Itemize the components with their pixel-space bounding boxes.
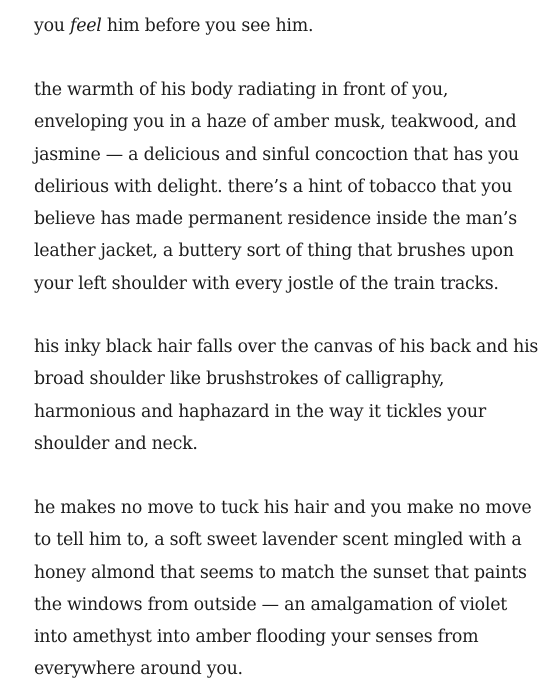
text-line: to tell him to, a soft sweet lavender scent mingled with a <box>34 530 522 551</box>
text-line: harmonious and haphazard in the way it tickles your <box>34 401 486 422</box>
text-line: his inky black hair falls over the canvas of his back and his <box>34 337 539 357</box>
paragraph-2 <box>34 74 519 300</box>
paragraph-4 <box>34 492 531 686</box>
text-line: into amethyst into amber flooding your senses from <box>34 627 479 648</box>
text-line: the warmth of his body radiating in front of you, <box>34 80 449 100</box>
emphasis-word: feel <box>70 16 102 36</box>
text-line: your left shoulder with every jostle of the train tracks. <box>34 273 499 294</box>
text-line: broad shoulder like brushstrokes of calligraphy, <box>34 369 445 390</box>
text-line: jasmine — a delicious and sinful concoction that has you <box>34 144 519 165</box>
text-line: delirious with delight. there’s a hint of tobacco that you <box>34 176 513 197</box>
text-line: believe has made permanent residence inside the man’s <box>34 209 517 230</box>
paragraph-3 <box>34 331 538 460</box>
text-line: he makes no move to tuck his hair and you make no move <box>34 498 532 518</box>
text-line: honey almond that seems to match the sunset that paints <box>34 562 527 583</box>
text-line: everywhere around you. <box>34 659 243 680</box>
text-line: you feel him before you see him. <box>34 16 314 36</box>
paragraph-1 <box>34 10 313 42</box>
text-line: shoulder and neck. <box>34 433 198 454</box>
text-line: enveloping you in a haze of amber musk, teakwood, and <box>34 112 517 133</box>
text-line: the windows from outside — an amalgamation of violet <box>34 594 507 615</box>
text-line: leather jacket, a buttery sort of thing that brushes upon <box>34 241 514 262</box>
